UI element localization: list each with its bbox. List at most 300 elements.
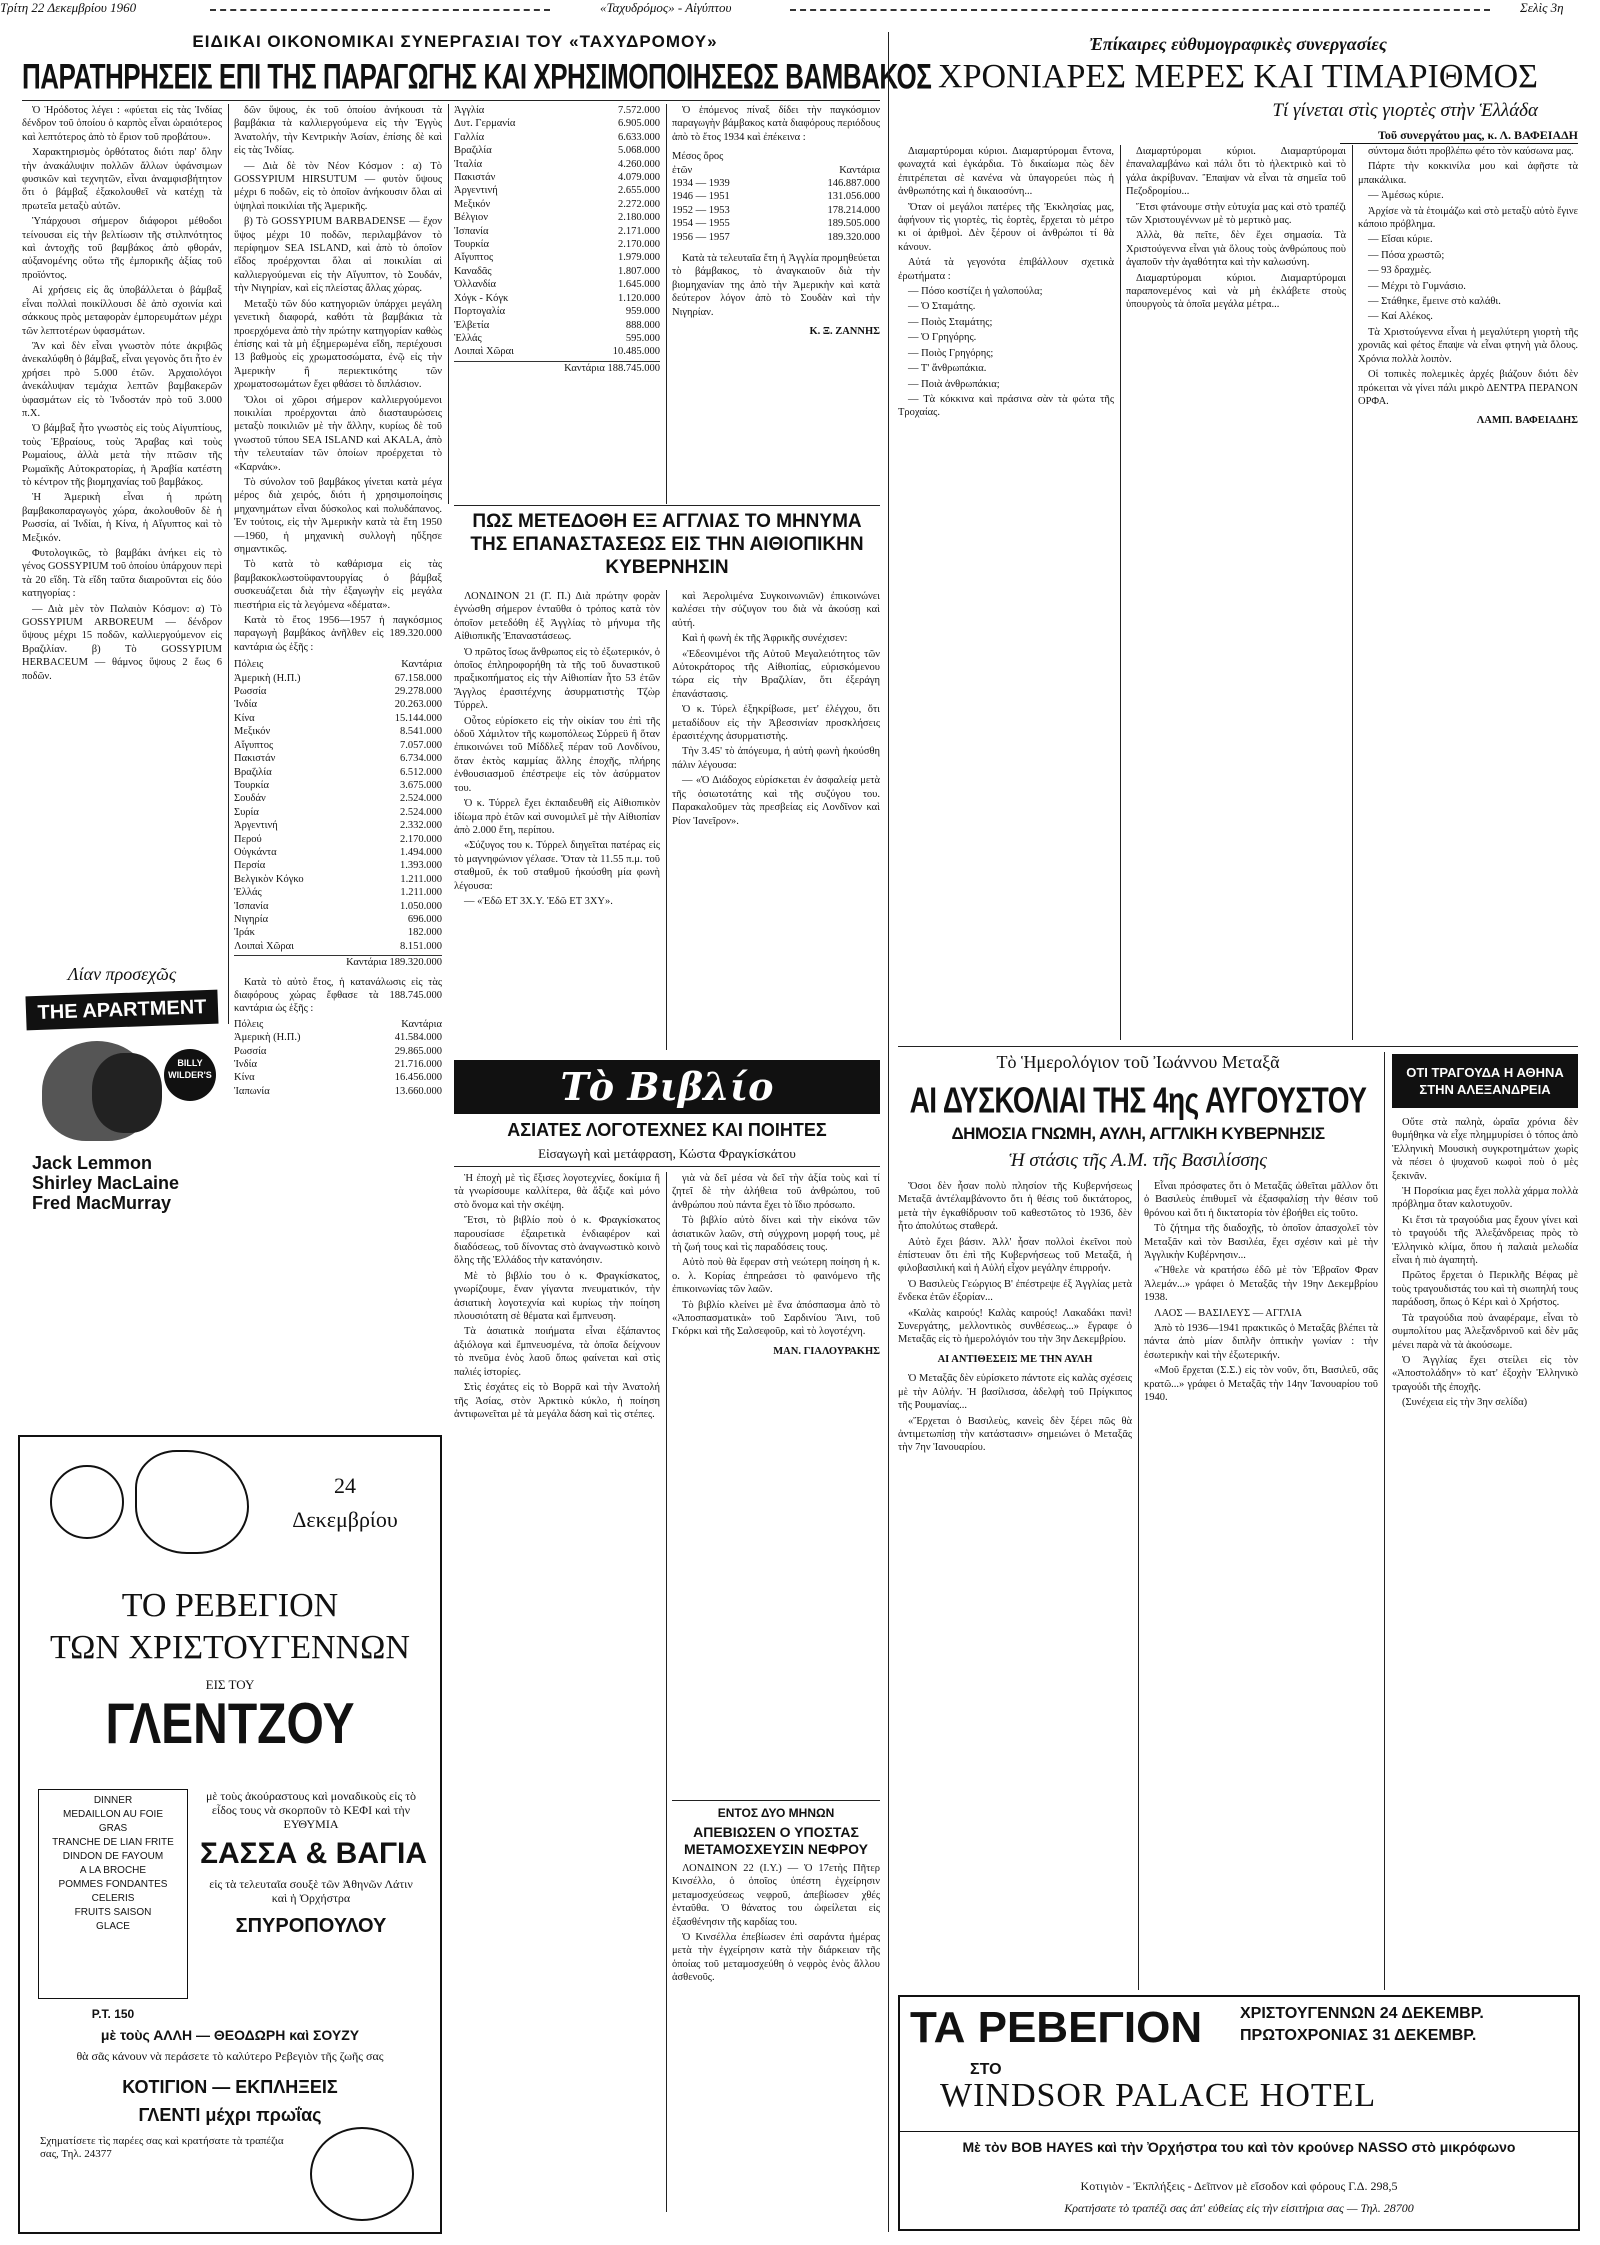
table-cell-label: Βέλγιον bbox=[454, 212, 488, 224]
paragraph: «Μοῦ ἔρχεται (Σ.Σ.) εἰς τὸν νοῦν, ὅτι, Βασιλεῦ, σᾶς κρατῶ...» γράφει ὁ Μεταξᾶς τὴν 14ην Ἰανουαρίου τοῦ 1940. bbox=[1144, 1365, 1378, 1404]
paragraph: Αὐτὸ ποὺ θὰ ἔφεραν στὴ νεώτερη ποίηση ἡ κ. ο. λ. Κορίας ἐπηρεάσει τὸ φαινόμενο τῆς ἐπικοινωνίας τῶν λαῶν. bbox=[672, 1257, 880, 1296]
cast-2: Shirley MacLaine bbox=[32, 1173, 180, 1193]
paragraph: «Ἤθελε νὰ κρατήσω ἐδῶ μὲ τὸν Ἑβραῖον Φραν Ἀλεμάν...» γράφει ὁ Μεταξᾶς τὴν 19ην Δεκεμβρίου 1938. bbox=[1144, 1265, 1378, 1304]
table-row bbox=[454, 345, 660, 358]
paragraph: — Ποιὰ ἀνθρωπάκια; bbox=[908, 378, 1000, 390]
book-signature: ΜΑΝ. ΓΙΑΛΟΥΡΑΚΗΣ bbox=[773, 1345, 880, 1357]
table-cell-value: 7.057.000 bbox=[400, 739, 442, 751]
paragraph: Φυτολογικῶς, τὸ βαμβάκι ἀνήκει εἰς τὸ γένος GOSSYPIUM τοῦ ὁποίου ὑπάρχουν περὶ τὰ 20 εἴδη. Τὰ εἴδη ταῦτα διαιροῦνται εἰς δύο κατηγορίας : bbox=[22, 548, 222, 600]
table-cell-label: Ἀργεντινή bbox=[454, 185, 498, 197]
paragraph: Πάρτε τὴν κοκκινίλα μου καὶ ἀφῆστε τὰ μπακάλικα. bbox=[1358, 161, 1578, 186]
table-row bbox=[454, 265, 660, 278]
table-cell-value: 182.000 bbox=[407, 927, 442, 939]
table-cell-value: 2.524.000 bbox=[400, 806, 442, 818]
paragraph: — Στάθηκε, ἔμεινε στὸ καλάθι. bbox=[1368, 296, 1501, 308]
menu-item: DINNER bbox=[93, 1795, 133, 1806]
table-cell-label: Λοιπαὶ Χῶραι bbox=[234, 940, 295, 952]
table-cell-label: Χόγκ - Κόγκ bbox=[454, 292, 509, 304]
cloud-title: ΑΠΕΒΙΩΣΕΝ Ο ΥΠΟΣΤΑΣ ΜΕΤΑΜΟΣΧΕΥΣΙΝ ΝΕΦΡΟΥ bbox=[684, 1824, 868, 1857]
production-table bbox=[234, 658, 442, 953]
table-cell-label: Ἰράκ bbox=[234, 927, 255, 939]
paragraph: Τὴν 3.45' τὸ ἀπόγευμα, ἡ αὐτὴ φωνὴ ἠκούσθη πάλιν λέγουσα: bbox=[672, 746, 880, 771]
table-cell-label: Περού bbox=[234, 833, 262, 845]
table-row bbox=[234, 658, 442, 671]
paragraph: Τὸ βιβλίο αὐτὸ δίνει καὶ τὴν εἰκόνα τῶν ἀσιατικῶν λαῶν, στὴ σύγχρονη μορφή τους, μὲ τὴ ζωή τους καὶ τὶς παραδόσεις τους. bbox=[672, 1215, 880, 1254]
table-cell-value: 29.278.000 bbox=[394, 686, 442, 698]
table-cell-value: 3.675.000 bbox=[400, 779, 442, 791]
paragraph: β) Τὸ GOSSYPIUM BARBADENSE — ἔχον ὕψος μέχρι 10 ποδῶν, περιλαμβάνον τὸ περίφημον SEA ISLAND, καὶ ἀπὸ τὸ ὁποῖον εἴδος προέρχονται ὅλαι αἱ ποικιλίαι αἱ καλλιεργούμεναι εἰς τὴν Αἴγυπτον, τὸ Σουδάν, τὴν Νιγηρίαν, καὶ εἰς πλείστας ἄλλας χώρας. bbox=[234, 216, 442, 295]
paragraph: Τὸ σύνολον τοῦ βαμβάκος γίνεται κατὰ μέγα μέρος διὰ χειρός, διότι ἡ χρησιμοποίησις μηχανημάτων εἶναι δύσκολος καὶ πολυδάπανος. Ἐν τούτοις, εἰς τὴν Ἀμερικὴν κατὰ τὰ ἔτη 1950—1960, ἡ μηχανικὴ συλλογὴ ηὔξησε σημαντικῶς. bbox=[234, 476, 442, 555]
menu-item: GRAS bbox=[98, 1823, 128, 1834]
table-cell-value: 888.000 bbox=[625, 319, 660, 331]
paragraph: ΛΑΟΣ — ΒΑΣΙΛΕΥΣ — ΑΓΓΛΙΑ bbox=[1154, 1307, 1303, 1319]
table-row bbox=[234, 859, 442, 872]
glentzou-date-num: 24 bbox=[334, 1473, 356, 1498]
table-row bbox=[234, 739, 442, 752]
table-cell-value: 2.170.000 bbox=[618, 239, 660, 251]
paragraph: Πρῶτος ἔρχεται ὁ Περικλῆς Βέφας μὲ τοὺς τραγουδιστάς του καὶ τὴ σιωπηλή τους παράδοση, ὅπως ὁ Κέρι καὶ ὁ Χρήστος. bbox=[1392, 1270, 1578, 1309]
table-cell-label: Πακιστάν bbox=[454, 172, 496, 184]
table-row bbox=[454, 305, 660, 318]
book-column-1 bbox=[454, 1172, 660, 2212]
windsor-ad bbox=[898, 1995, 1580, 2231]
table-row bbox=[672, 204, 880, 217]
hoora-signature: ΛΑΜΠ. ΒΑΦΕΙΑΔΗΣ bbox=[1476, 415, 1578, 427]
menu-item: FRUITS SAISON bbox=[74, 1907, 152, 1918]
glentzou-price: P.T. 150 bbox=[91, 2007, 135, 2021]
table-row bbox=[234, 806, 442, 819]
table-cell-value: Καντάρια bbox=[401, 659, 442, 671]
table-cell-label: Κίνα bbox=[234, 712, 255, 724]
paragraph: Ὁ βάμβαξ ἦτο γνωστὸς εἰς τοὺς Αἰγυπτίους, τοὺς Ἑβραίους, τοὺς Ἄραβας καὶ τοὺς Ρωμαίους, ἀλλὰ μετὰ τὴν πτῶσιν τῆς Ρωμαϊκῆς Αὐτοκρατορίας, ἡ Ἀραβία κατέστη τὸ κέντρον τῆς βιομηχανίας τοῦ βαμβάκος. bbox=[22, 423, 222, 488]
table-row bbox=[234, 913, 442, 926]
paragraph: Ὁ κ. Τύρελ ἐξηκρίβωσε, μετ' ἐλέγχου, ὅτι μεταδίδουν εἰς τὴν Ἀβεσσινίαν προσκλήσεις ἐρασιτέχνης ἀσυρματιστὴς. bbox=[672, 704, 880, 743]
table-cell-label: Ἰσπανία bbox=[234, 900, 269, 912]
consumption-total: Καντάρια 188.745.000 bbox=[454, 361, 660, 375]
cotton-kicker: ΕΙΔΙΚΑΙ ΟΙΚΟΝΟΜΙΚΑΙ ΣΥΝΕΡΓΑΣΙΑΙ ΤΟΥ «ΤΑΧΥΔΡΟΜΟΥ» bbox=[192, 32, 718, 51]
table-row bbox=[234, 833, 442, 846]
table-cell-label: Νιγηρία bbox=[234, 913, 269, 925]
table-row bbox=[454, 198, 660, 211]
paragraph: «Ἐδεονιμένοι τῆς Αὐτοῦ Μεγαλειότητος τῶν Αὐτοκράτορος τῆς Αἰθιοπίας, εὑρισκόμενου τώρα εἰς τὴν Βραζιλίαν, ὅτι ἐξεράγη ἐπανάστασις. bbox=[672, 648, 880, 700]
table-cell-value: 1.211.000 bbox=[400, 887, 442, 899]
table-row bbox=[234, 819, 442, 832]
glentzou-duo: ΣΑΣΣΑ & ΒΑΓΙΑ bbox=[200, 1837, 428, 1870]
table-cell-label: Περσία bbox=[234, 860, 266, 872]
table-cell-label: 1956 — 1957 bbox=[672, 231, 730, 243]
windsor-book: Κρατήσατε τὸ τραπέζι σας ἀπ' εὐθείας εἰς τὴν εἰσιτήρια σας — Τηλ. 28700 bbox=[1064, 2201, 1414, 2215]
paragraph: — Καί Αλέκος. bbox=[1368, 311, 1433, 323]
table-row bbox=[234, 900, 442, 913]
paragraph: Αὐτά τὰ γεγονότα ἐπιβάλλουν σχετικὰ ἐρωτήματα : bbox=[898, 257, 1114, 282]
paragraph: Ὅλοι οἱ χῶροι σήμερον καλλιεργούμενοι ποικιλίαι προέρχονται ἀπὸ διασταυρώσεις μεταξὺ ποικιλιῶν μὲ τὴν ἄλλην, κυρίως δὲ τοῦ γνωστοῦ τύπου SEA ISLAND καὶ AKALA, ἀπὸ τὴν τελευταίαν τῶν ὁποίων προέρχεται τὸ «Καρνάκ». bbox=[234, 394, 442, 473]
glentzou-title-1: ΤΟ ΡΕΒΕΓΙΟΝ bbox=[121, 1587, 339, 1624]
table-row bbox=[454, 117, 660, 130]
table-row bbox=[454, 104, 660, 117]
glentzou-with: μὲ τοὺς ἀκούραστους καὶ μοναδικοὺς εἰς τὸ εἶδος τους νὰ σκορποῦν τὸ ΚΕΦΙ καὶ τὴν ΕΥΘΥΜΙΑ bbox=[205, 1789, 417, 1831]
table-cell-label: Λοιπαὶ Χῶραι bbox=[454, 346, 515, 358]
averages-head-value: Καντάρια bbox=[839, 164, 880, 176]
table-row bbox=[454, 184, 660, 197]
table-row bbox=[234, 725, 442, 738]
table-cell-label: Πόλεις bbox=[234, 659, 264, 671]
paragraph: Ἂν καὶ δὲν εἶναι γνωστὸν πότε ἀκριβῶς ἀνεκαλύφθη ὁ βάμβαξ, εἶναι γεγονὸς ὅτι ἦτο ἐν χρήσει πρὸ 5.000 ἐτῶν. Ἀρχαιολόγοι ἀνεκάλυψαν τεμάχια λεπτῶν βαμβακερῶν ὑφασμάτων εἰς τὸ Ἰνδοστάν πρὸ τοῦ 3.000 π.Χ. bbox=[22, 340, 222, 419]
windsor-info: Κοτιγιὸν - Ἐκπλήξεις - Δεῖπνον μὲ εἴσοδον καὶ φόρους Γ.Δ. 298,5 bbox=[1080, 2179, 1398, 2193]
table-row bbox=[234, 752, 442, 765]
table-cell-value: 1.645.000 bbox=[618, 279, 660, 291]
paragraph: Ὅσοι δὲν ἦσαν πολὺ πλησίον τῆς Κυβερνήσεως Μεταξᾶ ἀντέλαμβάνοντο ὅτι ἡ θέσις τοῦ δικτάτορος, μετὰ τὴν ἐγκαθίδρυσιν τοῦ καθεστῶτος τὸ 1936, δὲν ἦτο ἀπολύτως σταθερά. bbox=[898, 1181, 1132, 1233]
metaxas-column-2 bbox=[1144, 1180, 1378, 1990]
paragraph: Τὸ ζήτημα τῆς διαδοχῆς, τὸ ὁποῖον ἀπασχολεῖ τὸν Μεταξᾶν καὶ τὸν Βασιλέα, ἔχει σχέσιν καὶ μὲ τὴν Ἀγγλικὴν Κυβέρνησιν... bbox=[1144, 1223, 1378, 1262]
glentzou-at: ΕΙΣ ΤΟΥ bbox=[205, 1677, 255, 1692]
paragraph: Ὁ Βασιλεὺς Γεώργιος Β' ἐπέστρεψε ἐξ Ἀγγλίας μετὰ ἕνδεκα ἐτῶν ἐξορίαν... bbox=[898, 1278, 1132, 1304]
masthead-date: Τρίτη 22 Δεκεμβρίου 1960 bbox=[0, 0, 137, 15]
table-cell-value: 2.171.000 bbox=[618, 225, 660, 237]
paragraph: Μεταξὺ τῶν δύο κατηγοριῶν ὑπάρχει μεγάλη γενετικὴ διαφορά, καθότι τὰ βαμβάκια τὰ προερχόμενα ἀπὸ τὴν πρώτην κατηγορίαν καθὼς ἐπίσης καὶ τὰ μὴ ἐξημερωμένα εἴδη, περιέχουσι 13 βαθμοὺς εἰς χρωματοσώματα, ἐνῷ εἰς τὴν Ἀμερικὴν ἢ περιεκτικότης τῶν χρωματοσωμάτων ἔχει φθάσει τὸ διπλάσιον. bbox=[234, 298, 442, 391]
table-row bbox=[672, 177, 880, 190]
menu-item: MEDAILLON AU FOIE bbox=[62, 1809, 164, 1820]
paragraph: Μὲ τὸ βιβλίο του ὁ κ. Φραγκίσκατος, γνωρίζουμε, ἔναν γίγαντα πνευματικόν, τὴν ἀσιατικὴ λογοτεχνία καὶ κυρίως τὴν ποίηση πλουσιότατη σὲ θέματα καὶ ἔμπνευση. bbox=[454, 1270, 660, 1323]
table-row bbox=[454, 238, 660, 251]
paragraph: Τὰ ἀσιατικὰ ποιήματα εἶναι ἐξάπαντος ἀξιόλογα καὶ ἔμπνευσμένα, τὰ ὁποῖα δείχνουν τὸ πνεῦμα ἑνὸς λαοῦ ὅπως φαίνεται καὶ στὶς παλιές ἱστορίες. bbox=[454, 1326, 660, 1378]
table-cell-value: 2.332.000 bbox=[400, 820, 442, 832]
paragraph: — Ἀμέσως κύριε. bbox=[1368, 190, 1444, 202]
paragraph: «Καλὰς καιρούς! Καλὰς καιρούς! Λακαδάκι πανὶ! Συνεργάτης, μελλοντικὸς συνθέσεως...» ἔγραφε ὁ Μεταξᾶς εἰς τὸ ἡμερολόγιόν του τὴν 3ην Δεκεμβρίου. bbox=[898, 1307, 1132, 1346]
table-cell-value: 5.068.000 bbox=[618, 145, 660, 157]
table-cell-value: 1.807.000 bbox=[618, 265, 660, 277]
table-cell-label: Τουρκία bbox=[454, 239, 489, 251]
paragraph: Ὁ Μεταξᾶς δὲν εὑρίσκετο πάντοτε εἰς καλὰς σχέσεις μὲ τὴν Αὐλήν. Ἡ βασίλισσα, ἀδελφὴ τοῦ Πρίγκιπος τῆς Ρουμανίας... bbox=[898, 1373, 1132, 1412]
paragraph: — Ὁ Σταμάτης. bbox=[908, 301, 976, 313]
table-cell-value: 189.505.000 bbox=[827, 218, 880, 230]
table-cell-value: 1.494.000 bbox=[400, 846, 442, 858]
table-cell-label: Αἴγυπτος bbox=[234, 739, 274, 751]
ornament-icon-2 bbox=[135, 1450, 249, 1554]
table-cell-label: Ρωσσία bbox=[234, 1045, 267, 1057]
apartment-ad bbox=[22, 960, 222, 1260]
glentzou-venue: ΓΛΕΝΤΖΟΥ bbox=[105, 1692, 355, 1757]
cloud-body bbox=[672, 1862, 880, 2212]
windsor-music: Μὲ τὸν BOB HAYES καὶ τὴν Ὀρχήστρα του καὶ τὸν κρούνερ NASSO στὸ μικρόφωνο bbox=[962, 2139, 1516, 2155]
table-cell-value: 4.260.000 bbox=[618, 158, 660, 170]
table-cell-value: 10.485.000 bbox=[612, 346, 660, 358]
production-total: Καντάρια 189.320.000 bbox=[234, 955, 442, 969]
paragraph: Ὑπάρχουσι σήμερον διάφοροι μέθοδοι τείνουσαι εἰς τὴν βελτίωσιν τῆς στιλπνότητος καὶ ἀντοχῆς τοῦ βαμβάκος ἀπὸ φθοράν, αὐξανομένης οὕτω τῆς ἐμπορικῆς ἀξίας τοῦ προϊόντος. bbox=[22, 216, 222, 281]
table-cell-label: Ἀργεντινή bbox=[234, 820, 278, 832]
table-cell-value: 1.050.000 bbox=[400, 900, 442, 912]
table-cell-value: 696.000 bbox=[407, 913, 442, 925]
paragraph: (Συνέχεια εἰς τὴν 3ην σελίδα) bbox=[1402, 1397, 1528, 1409]
paragraph: Αὐτὸ ἔχει βάσιν. Ἀλλ' ἦσαν πολλοὶ ἐκεῖνοι ποὺ ἐπίστευαν ὅτι ἐπὶ τῆς Κυβερνήσεως τοῦ Μεταξᾶ, ἡ φιλοβασιλική καὶ ἡ Αὐλή εἶχον μεγάλην ἐπιρροήν. bbox=[898, 1236, 1132, 1275]
table-cell-value: 1.979.000 bbox=[618, 252, 660, 264]
table-cell-value: 959.000 bbox=[625, 306, 660, 318]
averages-intro: Ὁ ἑπόμενος πίναξ δίδει τὴν παγκόσμιον παραγωγὴν βάμβακος κατὰ διαφόρους περιόδους ἀπὸ τὸ ἔτος 1934 καὶ ἐπέκεινα : bbox=[672, 105, 880, 143]
table-cell-value: 189.320.000 bbox=[827, 231, 880, 243]
paragraph: Ἔτσι, τὸ βιβλίο ποὺ ὁ κ. Φραγκίσκατος παρουσίασε ἐξαιρετικὰ ἐνδιαφέρον καὶ διαδόσεως, τοῦ δίνοντας στὸ ἀναγνωστικὸ κοινὸ ὅλης τῆς Ἑλλάδος τὴν κατανόησιν. bbox=[454, 1215, 660, 1267]
averages-head-label: Μέσος ὅρος bbox=[672, 151, 724, 163]
table-cell-label: 1952 — 1953 bbox=[672, 204, 730, 216]
glentzou-cotillon: ΚΟΤΙΓΙΟΝ — ΕΚΠΛΗΞΕΙΣ bbox=[122, 2077, 338, 2097]
table-row bbox=[234, 926, 442, 939]
table-cell-label: Βραζιλία bbox=[454, 145, 492, 157]
averages-table bbox=[672, 150, 880, 244]
paragraph: γιὰ νὰ δεῖ μέσα νὰ δεῖ τὴν ἀξία τοὺς καὶ τί ζητεῖ δὲ τὴν ἀλήθεια τοῦ ἀνθρώπου, τοῦ ἀνθρώπου ποὺ πάντα ἔχει τὸ ἴδιο πρόσωπο. bbox=[672, 1173, 880, 1211]
masthead bbox=[0, 0, 1580, 20]
table-row bbox=[234, 685, 442, 698]
paragraph: Ἔτσι φτάνουμε στὴν εὐτυχία μας καὶ στὸ τραπέζι τῶν Χριστουγέννων μὲ τὸ μερτικὸ μας. bbox=[1126, 201, 1346, 227]
paragraph: — Πόσα χρωστῶ; bbox=[1368, 249, 1445, 261]
menu-item: A LA BROCHE bbox=[79, 1865, 147, 1876]
paragraph: καὶ Ἀερολιμένα Συγκοινωνιῶν) ἐπικοινώνει καλέσει τὴν σύζυγον του διὰ νὰ ἀκούσῃ καὶ αὐτή. bbox=[672, 591, 880, 629]
paragraph: — Πόσο κοστίζει ἡ γαλοπούλα; bbox=[908, 286, 1043, 298]
paragraph: — Μέχρι τὸ Γυμνάσιο. bbox=[1368, 280, 1466, 292]
apartment-photo-2 bbox=[92, 1053, 162, 1133]
table-row bbox=[234, 712, 442, 725]
metaxas-column-1 bbox=[898, 1180, 1132, 1990]
table-row bbox=[454, 225, 660, 238]
table-cell-label: Βελγικὸν Κόγκο bbox=[234, 873, 304, 885]
paragraph: — Διὰ μὲν τὸν Παλαιὸν Κόσμον: α) Τὸ GOSSYPIUM ARBOREUM — δένδρον ὕψους μέχρι 15 ποδῶν, καλλιεργούμενον εἰς Βραζιλίαν. β) Τὸ GOSSYPIUM HERBACEUM — θάμνος ὕψους 2 ἕως 6 ποδῶν. bbox=[22, 603, 222, 682]
table-cell-label: Πόλεις bbox=[234, 1018, 264, 1030]
alexandria-body bbox=[1392, 1116, 1578, 1990]
metaxas-title: ΑΙ ΔΥΣΚΟΛΙΑΙ ΤΗΣ 4ης ΑΥΓΟΥΣΤΟΥ bbox=[909, 1080, 1367, 1121]
glentzou-with-2: εἰς τὰ τελευταῖα σουξὲ τῶν Ἀθηνῶν Λάτιν καὶ ἡ Ὀρχήστρα bbox=[209, 1877, 413, 1905]
table-cell-label: Ἀμερικὴ (Η.Π.) bbox=[234, 1032, 301, 1044]
paragraph: Διαμαρτύρομαι κύριοι. Διαμαρτύρομαι ἔντονα, φωναχτά καὶ ἐγκάρδια. Τὸ δικαίωμα πὼς δὲν ἐπιτρέπεται σὲ κανένα νὰ ὑπαγορεύει πὼς ἡ ἀνθρωπότης καὶ ἡ δικαιοσύνη... bbox=[898, 146, 1114, 198]
apartment-badge: BILLY WILDER'S bbox=[164, 1049, 216, 1101]
table-row bbox=[454, 144, 660, 157]
cotton-title: ΠΑΡΑΤΗΡΗΣΕΙΣ ΕΠΙ ΤΗΣ ΠΑΡΑΓΩΓΗΣ ΚΑΙ ΧΡΗΣΙΜΟΠΟΙΗΣΕΩΣ ΒΑΜΒΑΚΟΣ bbox=[22, 56, 932, 97]
paragraph: — Ποιὸς Γρηγόρης; bbox=[908, 347, 994, 359]
table-row bbox=[234, 1031, 442, 1044]
cotton-column-2 bbox=[234, 104, 442, 1424]
paragraph: Ὁ Κινσέλλα ἐπεβίωσεν ἐπὶ σαράντα ἡμέρας μετὰ τὴν ἐγχείρησιν κατὰ τὴν διάρκειαν τῆς ὁποίας τοῦ μεταμοσχεύθη ὁ νεφρὸς ἑνὸς ἄλλου ἀσθενοῦς. bbox=[672, 1932, 880, 1984]
windsor-sto: ΣΤΟ bbox=[970, 2061, 1002, 2078]
masthead-paper: «Ταχυδρόμος» - Αἰγύπτου bbox=[600, 0, 732, 15]
decoration-icon bbox=[310, 2127, 414, 2221]
table-cell-value: 16.456.000 bbox=[394, 1072, 442, 1084]
paragraph: — Διὰ δὲ τὸν Νέον Κόσμον : α) Τὸ GOSSYPIUM HIRSUTUM — φυτὸν ὕψους μέχρι 6 ποδῶν, εἰς τὸ ὁποῖον ἀνήκουσιν ὅλαι αἱ ὑψηλαὶ ποικιλίαι τῆς Ἀμερικῆς. bbox=[234, 160, 442, 212]
paragraph: Ὁ κ. Τύρρελ ἔχει ἐκπαιδευθῆ εἰς Αἰθιοπικὸν ἰδίωμα πρὸ ἐτῶν καὶ συνομιλεῖ μὲ τὴν Αἰθιοπίαν ἀπὸ 2.000 ἔτη, περίπου. bbox=[454, 798, 660, 836]
table-row bbox=[672, 217, 880, 230]
table-cell-label: 1946 — 1951 bbox=[672, 191, 730, 203]
glentzou-until: ΓΛΕΝΤΙ μέχρι πρωΐας bbox=[138, 2105, 322, 2125]
windsor-hotel: WINDSOR PALACE HOTEL bbox=[940, 2077, 1377, 2114]
book-banner: Τὸ Βιβλίο bbox=[454, 1060, 880, 1114]
table-cell-value: 2.655.000 bbox=[618, 185, 660, 197]
glentzou-ad bbox=[18, 1435, 442, 2234]
table-row bbox=[234, 1085, 442, 1098]
ornament-icon bbox=[50, 1465, 124, 1539]
paragraph: Κι ἔτσι τὰ τραγούδια μας ἔχουν γίνει καὶ τὸ τραγούδι τῆς Ἀλεξάνδρειας πρὸς τὸ Ἑλληνικὸ κλίμα, ὅπου ἡ παλαιὰ μελωδία εἶναι ἡ πιὸ ἀγαπητὴ. bbox=[1392, 1214, 1578, 1267]
table-row bbox=[234, 698, 442, 711]
glentzou-date-month: Δεκεμβρίου bbox=[292, 1507, 398, 1532]
table-cell-value: 67.158.000 bbox=[394, 672, 442, 684]
table-cell-label: Ὁλλανδία bbox=[454, 279, 497, 291]
table-row bbox=[234, 1045, 442, 1058]
paragraph: Καὶ ἡ φωνὴ ἐκ τῆς Ἀφρικῆς συνέχισεν: bbox=[682, 633, 848, 645]
metaxas-kicker: Τὸ Ἡμερολόγιον τοῦ Ἰωάννου Μεταξᾶ bbox=[996, 1052, 1280, 1072]
paragraph: — Τ' ἄνθρωπάκια. bbox=[908, 363, 987, 375]
cotton-signature: Κ. Ξ. ΖΑΝΝΗΣ bbox=[809, 326, 880, 338]
table-cell-label: Τουρκία bbox=[234, 779, 269, 791]
alexandria-title: ΟΤΙ ΤΡΑΓΟΥΔΑ Η ΑΘΗΝΑ ΣΤΗΝ ΑΛΕΞΑΝΔΡΕΙΑ bbox=[1392, 1054, 1578, 1108]
table-row bbox=[454, 251, 660, 264]
table-cell-label: Ἀγγλία bbox=[454, 105, 485, 116]
table-row bbox=[454, 171, 660, 184]
table-cell-label: 1934 — 1939 bbox=[672, 178, 730, 190]
table-cell-label: Γαλλία bbox=[454, 131, 485, 143]
table-cell-label: Πορτογαλία bbox=[454, 306, 506, 318]
table-cell-label: Κίνα bbox=[234, 1072, 255, 1084]
paragraph: Ἀλλὰ, θὰ πεῖτε, δὲν ἔχει σημασία. Τὰ Χριστούγεννα εἶναι γιὰ ὅλους τοὺς ἀνθρώπους ποὺ ἀγαποῦν τὴν ἀγαθότητα καὶ τὴν καλωσύνη. bbox=[1126, 230, 1346, 269]
masthead-page: Σελὶς 3η bbox=[1520, 0, 1564, 15]
table-cell-value: 6.512.000 bbox=[400, 766, 442, 778]
consumption-table-2 bbox=[454, 104, 660, 359]
ethiopia-column-1 bbox=[454, 590, 660, 1050]
table-row bbox=[672, 231, 880, 244]
menu-item: DINDON DE FAYOUM bbox=[62, 1851, 164, 1862]
table-cell-value: 2.170.000 bbox=[400, 833, 442, 845]
paragraph: Ὁ Ἡρόδοτος λέγει : «φύεται εἰς τὰς Ἰνδίας δένδρον τοῦ ὁποίου ὁ καρπὸς εἶναι ὡραιότερος καὶ λεπτότερος ἀπὸ τὸ ἔριον τοῦ προβάτου». bbox=[22, 105, 222, 143]
table-row bbox=[454, 278, 660, 291]
table-row bbox=[234, 766, 442, 779]
paragraph: Διαμαρτύρομαι κύριοι. Διαμαρτύρομαι παραπονεμένος καὶ νὰ μὴ ἐκλάβετε στοὺς ὑπουργοὺς τὰ ὁποῖα μεγάλα μέτρα... bbox=[1126, 272, 1346, 311]
paragraph: Ὁ πρῶτος ἴσως ἄνθρωπος εἰς τὸ ἐξωτερικόν, ὁ ὁποῖος ἐπληροφορήθη τὰ τῆς τοῦ δυναστικοῦ πραξικοπήματος εἰς τὴν Αἰθιοπίαν ἦτο 53 ἐτῶν Ἄγγλος ἐρασιτέχνης ἀσυρματιστὴς Τζὼρ Τύρρελ. bbox=[454, 646, 660, 712]
paragraph: ΛΟΝΔΙΝΟΝ 22 (Ι.Υ.) — Ὁ 17ετὴς Πῆτερ Κινσέλλο, ὁ ὁποῖος ὑπέστη ἐγχείρησιν μεταμοσχεύσεως νεφροῦ, ἀπεβίωσεν χθές ἐνταῦθα. Ὁ θάνατος του ὠφείλεται εἰς ἐξασθένησιν τῆς καρδίας του. bbox=[672, 1863, 880, 1928]
table-cell-label: Ἑλβετία bbox=[454, 319, 490, 331]
table-cell-value: 41.584.000 bbox=[394, 1032, 442, 1044]
menu-item: CELERIS bbox=[91, 1893, 135, 1904]
paragraph: — Ὁ Γρηγόρης. bbox=[908, 332, 977, 344]
cast-3: Fred MacMurray bbox=[32, 1193, 172, 1213]
book-column-2 bbox=[672, 1172, 880, 1792]
hoora-byline: Τοῦ συνεργάτου μας, κ. Λ. ΒΑΦΕΙΑΔΗ bbox=[1340, 128, 1578, 144]
paragraph: Ἡ Ἀμερικὴ εἶναι ἡ πρώτη βαμβακοπαραγωγὸς χώρα, ἀκολουθοῦν δὲ ἡ Ρωσσία, αἱ Ἰνδίαι, ἡ Κίνα, ἡ Αἴγυπτος καὶ τὸ Μεξικόν. bbox=[22, 492, 222, 544]
table-cell-value: 7.572.000 bbox=[618, 105, 660, 116]
table-row bbox=[234, 792, 442, 805]
table-row bbox=[454, 319, 660, 332]
menu-item: GLACE bbox=[96, 1921, 130, 1932]
table-row bbox=[454, 131, 660, 144]
cotton-column-4 bbox=[672, 104, 880, 504]
table-row bbox=[234, 873, 442, 886]
table-cell-label: Ἑλλάς bbox=[234, 887, 262, 899]
table-row bbox=[234, 846, 442, 859]
table-cell-label: Ἰσπανία bbox=[454, 225, 489, 237]
table-row bbox=[234, 1058, 442, 1071]
paragraph: — Ποιὸς Σταμάτης; bbox=[908, 316, 993, 328]
table-cell-label: Αἴγυπτος bbox=[454, 252, 494, 264]
table-cell-label: Οὐγκάντα bbox=[234, 846, 277, 858]
ethiopia-column-2 bbox=[672, 590, 880, 1050]
table-row bbox=[454, 292, 660, 305]
table-row bbox=[672, 190, 880, 203]
table-row bbox=[234, 886, 442, 899]
menu-item: TRANCHE DE LIAN FRITE bbox=[52, 1837, 174, 1848]
table-cell-label: Καναδᾶς bbox=[454, 265, 492, 277]
glentzou-band: ΣΠΥΡΟΠΟΥΛΟΥ bbox=[235, 1915, 387, 1937]
table-row bbox=[454, 332, 660, 345]
table-cell-value: 6.734.000 bbox=[400, 753, 442, 765]
hoora-column-2 bbox=[1126, 145, 1346, 1040]
paragraph: Τὰ τραγούδια ποὺ ἀναφέραμε, εἶναι τὸ συμπολίτου μας Ἀλεξανδρινοῦ καὶ δὲν μᾶς μένει παρὰ νὰ τὰ ἀκούσωμε. bbox=[1392, 1312, 1578, 1351]
paragraph: Οὔτε στὰ παληὰ, ὡραῖα χρόνια δὲν θυμήθηκα νὰ εἶχε πλημμυρίσει ὁ τόπος ἀπὸ Ἑλληνικὴ Μουσικὴ συγκροτημάτων χωρὶς νὰ πέσει ὁ ψυχανοῦ κωφοὶ ποὺ ὁ μὲς ξεκινᾶν. bbox=[1392, 1117, 1578, 1182]
table-cell-value: 29.865.000 bbox=[394, 1045, 442, 1057]
table-cell-value: 20.263.000 bbox=[394, 699, 442, 711]
table-cell-label: Βραζιλία bbox=[234, 766, 272, 778]
table-cell-value: 2.272.000 bbox=[618, 198, 660, 210]
paragraph: Ἡ Πορσίκια μας ἔχει πολλὰ χάρμα πολλὰ πρόβλημα ὅταν καλοτυχοῦν. bbox=[1392, 1186, 1578, 1211]
consumption-table-1 bbox=[234, 1018, 442, 1098]
hoora-subtitle: Τί γίνεται στὶς γιορτὲς στὴν Ἑλλάδα bbox=[1272, 100, 1538, 121]
table-cell-label: Ἰαπωνία bbox=[234, 1085, 270, 1097]
table-row bbox=[454, 211, 660, 224]
metaxas-section: Ἡ στάσις τῆς Α.Μ. τῆς Βασιλίσσης bbox=[1009, 1150, 1267, 1171]
glentzou-title-2: ΤΩΝ ΧΡΙΣΤΟΥΓΕΝΝΩΝ bbox=[50, 1629, 410, 1666]
paragraph: Χαρακτηρισμὸς ὀρθότατος διότι παρ' ὅλην τὴν ἀνακάλυψιν πολλῶν ἄλλων ὑφάνσιμων φυσικῶν καὶ τεχνητῶν, εἶναι ἀναμφισβήτητον ὅτι ὁ βάμβαξ ἐξακολουθεῖ νὰ κατέχῃ τὰ πρωτεῖα μεταξὺ αὐτῶν. bbox=[22, 147, 222, 212]
table-cell-label: Συρία bbox=[234, 806, 259, 818]
menu-item: POMMES FONDANTES bbox=[58, 1879, 168, 1890]
paragraph: Ὅταν οἱ μεγάλοι πατέρες τῆς Ἐκκλησίας μας, ἀφήνουν τὶς γιορτὲς, τὶς ἑορτὲς, ἔρχεται τὸ μέτρο κι οἱ ἀριθμοὶ. Δὲν ξέρουν οἱ ἀνθρώποι τί θὰ κάνουν. bbox=[898, 201, 1114, 253]
table-cell-label: Μεξικόν bbox=[234, 726, 271, 738]
table-row bbox=[454, 158, 660, 171]
averages-head-years: ἐτῶν bbox=[672, 164, 693, 176]
table-cell-label: Πακιστάν bbox=[234, 753, 276, 765]
table-row bbox=[234, 779, 442, 792]
table-cell-label: 1954 — 1955 bbox=[672, 218, 730, 230]
windsor-line-2: ΠΡΩΤΟΧΡΟΝΙΑΣ 31 ΔΕΚΕΜΒΡ. bbox=[1240, 2027, 1477, 2044]
paragraph: ΛΟΝΔΙΝΟΝ 21 (Γ. Π.) Διὰ πρώτην φορὰν ἐγνώσθη σήμερον ἐνταῦθα ὁ τρόπος κατὰ τὸν ὁποῖον μετεδόθη ἐξ Ἀγγλίας τὸ μήνυμα τῆς Αἰθιοπικῆς Ἐπαναστάσεως. bbox=[454, 591, 660, 643]
table-cell-value: 4.079.000 bbox=[618, 172, 660, 184]
glentzou-menu bbox=[38, 1789, 188, 1999]
apartment-header: Λίαν προσεχῶς bbox=[67, 964, 177, 984]
table-cell-value: 1.211.000 bbox=[400, 873, 442, 885]
table-cell-label: Ἰνδία bbox=[234, 699, 257, 711]
table-cell-value: 131.056.000 bbox=[827, 191, 880, 203]
paragraph: Τὰ Χριστούγεννα εἶναι ἡ μεγαλύτερη γιορτὴ τῆς χρονιᾶς καὶ φέτος ἔπαψε νὰ εἶναι φτηνὴ γιὰ ὅλους. Χρόνια πολλὰ λοιπὸν. bbox=[1358, 326, 1578, 365]
hoora-column-1 bbox=[898, 145, 1114, 1040]
cotton-column-1 bbox=[22, 104, 222, 954]
windsor-line-1: ΧΡΙΣΤΟΥΓΕΝΝΩΝ 24 ΔΕΚΕΜΒΡ. bbox=[1240, 2005, 1484, 2022]
glentzou-line: θὰ σᾶς κάνουν νὰ περάσετε τὸ καλύτερο Ρεβεγιὸν τῆς ζωῆς σας bbox=[76, 2049, 384, 2063]
metaxas-section-2: ΑΙ ΑΝΤΙΘΕΣΕΙΣ ΜΕ ΤΗΝ ΑΥΛΗ bbox=[937, 1353, 1093, 1365]
hoora-column-3 bbox=[1358, 145, 1578, 1040]
paragraph: «Ἔρχεται ὁ Βασιλεὺς, κανεὶς δὲν ξέρει πῶς θὰ ἀντιμετωπίσῃ τὴν κατάστασιν» σημειώνει ὁ Μεταξᾶς τὴν 7ην Ἰανουαρίου. bbox=[898, 1415, 1132, 1454]
table-cell-value: 8.541.000 bbox=[400, 726, 442, 738]
paragraph: Ἀπὸ τὸ 1936—1941 πρακτικῶς ὁ Μεταξᾶς βλέπει τὰ πάντα ἀπὸ μίαν διπλῆν ὀπτικὴν γωνίαν : τὴν ἐσωτερικὴν καὶ τὴν ἐξωτερικήν. bbox=[1144, 1323, 1378, 1361]
table-row bbox=[234, 1071, 442, 1084]
table-cell-value: 178.214.000 bbox=[827, 204, 880, 216]
table-cell-label: Ἀμερικὴ (Η.Π.) bbox=[234, 672, 301, 684]
paragraph: Διαμαρτύρομαι κύριοι. Διαμαρτύρομαι ἐπαναλαμβάνω καὶ πάλι ὅτι τὸ ἠλεκτρικὸ καὶ τὸ γάλα ἀκρίβυναν. Ἔπαψαν νὰ εἶναι τὰ σημεῖα τοῦ Πεζοδρομίου... bbox=[1126, 146, 1346, 198]
paragraph: δῶν ὕψους, ἐκ τοῦ ὁποίου ἀνήκουσι τὰ βαμβάκια τὰ καλλιεργούμενα εἰς τὴν Ἐγγὺς Ἀνατολήν, τὴν Κεντρικὴν Ἀσίαν, ἐπίσης δὲ καὶ εἰς τὰς Ἰνδίας. bbox=[234, 105, 442, 157]
table-cell-label: Δυτ. Γερμανία bbox=[454, 118, 516, 130]
paragraph: — Τὰ κόκκινα καὶ πράσινα σὰν τὰ φώτα τῆς Τροχαίας. bbox=[898, 393, 1114, 419]
table-cell-value: 21.716.000 bbox=[394, 1059, 442, 1071]
table-cell-value: 13.660.000 bbox=[394, 1085, 442, 1097]
table-cell-label: Σουδάν bbox=[234, 793, 266, 805]
table-cell-label: Ἑλλάς bbox=[454, 332, 482, 344]
book-subtitle: Εἰσαγωγὴ καὶ μετάφραση, Κώστα Φραγκίσκάτου bbox=[538, 1146, 796, 1161]
ethiopia-title: ΠΩΣ ΜΕΤΕΔΟΘΗ ΕΞ ΑΓΓΛΙΑΣ ΤΟ ΜΗΝΥΜΑ ΤΗΣ ΕΠΑΝΑΣΤΑΣΕΩΣ ΕΙΣ ΤΗΝ ΑΙΘΙΟΠΙΚΗΝ ΚΥΒΕΡΝΗΣΙΝ bbox=[470, 511, 864, 578]
table-cell-value: 8.151.000 bbox=[400, 940, 442, 952]
hoora-title: ΧΡΟΝΙΑΡΕΣ ΜΕΡΕΣ ΚΑΙ ΤΙΜΑΡΙΘΜΟΣ bbox=[938, 58, 1538, 95]
table-cell-value: 595.000 bbox=[625, 332, 660, 344]
paragraph: Κατὰ τὸ ἔτος 1956—1957 ἡ παγκόσμιος παραγωγὴ βαμβάκος ἀνῆλθεν εἰς 189.320.000 καντάρια ὡς ἑξῆς : bbox=[234, 615, 442, 653]
paragraph: Στὶς ἐσχάτες εἰς τὸ Βορρᾶ καὶ τὴν Ἀνατολή τῆς Ἀσίας, στὸν Ἀρκτικὸ κύκλο, ἡ ποίηση ἀντιφωνεῖται μὲ τὰ μεγάλα δάση καὶ τὶς στέπες. bbox=[454, 1382, 660, 1420]
glentzou-book: Σχηματίσετε τὶς παρέες σας καὶ κρατήσατε τὰ τραπέζια σας, Τηλ. 24377 bbox=[40, 2135, 284, 2160]
